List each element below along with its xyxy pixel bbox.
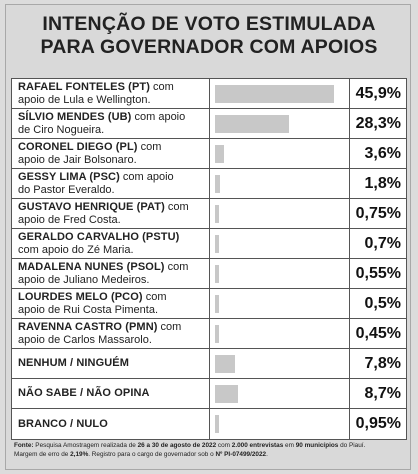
candidate-line-1 <box>18 201 209 214</box>
candidate-name: NÃO SABE / NÃO OPINA <box>18 387 150 400</box>
bar-cell <box>210 319 350 348</box>
table-row <box>12 199 406 229</box>
support-text-a: com <box>157 321 182 333</box>
value-label: 28,3% <box>355 114 401 132</box>
support-text-a: com apoio <box>119 171 174 183</box>
candidate-name: CORONEL DIEGO (PL) <box>18 141 138 153</box>
bar <box>215 205 219 223</box>
source-label: Fonte: <box>14 442 34 449</box>
support-text-b: apoio de Jair Bolsonaro. <box>18 153 137 166</box>
registry-end: . <box>266 450 268 458</box>
margin-text: Margem de erro de <box>14 450 71 458</box>
candidate-cell <box>12 109 210 138</box>
table-row <box>12 259 406 289</box>
bar <box>215 115 289 133</box>
source-interviews: 2.000 entrevistas <box>231 442 284 449</box>
margin-value: 2,19% <box>70 450 89 458</box>
candidate-cell <box>12 379 210 408</box>
candidate-line-1 <box>18 141 209 154</box>
candidate-cell <box>12 139 210 168</box>
candidate-name: MADALENA NUNES (PSOL) <box>18 261 165 273</box>
candidate-line-1 <box>18 387 150 400</box>
source-text-2: com <box>216 442 232 449</box>
table-row <box>12 139 406 169</box>
bar-cell <box>210 259 350 288</box>
source-dates: 26 a 30 de agosto de 2022 <box>137 442 217 449</box>
candidate-cell <box>12 289 210 318</box>
candidate-name: GUSTAVO HENRIQUE (PAT) <box>18 201 165 213</box>
bar <box>215 385 238 403</box>
bar <box>215 325 219 343</box>
registry-text: . Registro para o cargo de governador sob o <box>88 450 216 458</box>
support-text-b: apoio de Lula e Wellington. <box>18 93 151 106</box>
source-text-4: do Piauí. <box>338 442 366 449</box>
support-text-a: com <box>164 201 189 213</box>
support-text-b: apoio de Carlos Massarolo. <box>18 333 152 346</box>
table-row <box>12 79 406 109</box>
table-row <box>12 349 406 379</box>
value-label: 3,6% <box>364 144 401 162</box>
candidate-line-1 <box>18 81 209 94</box>
candidate-line-1 <box>18 357 129 370</box>
support-text-a: com <box>164 261 189 273</box>
bar <box>215 415 219 433</box>
source-note <box>14 442 408 459</box>
value-label: 7,8% <box>364 354 401 372</box>
bar-cell <box>210 109 350 138</box>
bar <box>215 85 334 103</box>
value-label: 0,7% <box>364 234 401 252</box>
table-row <box>12 109 406 139</box>
support-text-a: com <box>149 81 174 93</box>
table-row <box>12 289 406 319</box>
value-label: 0,45% <box>355 324 401 342</box>
candidate-cell <box>12 319 210 348</box>
candidate-cell <box>12 229 210 258</box>
candidate-line-1 <box>18 321 209 334</box>
bar <box>215 175 220 193</box>
candidate-cell <box>12 199 210 228</box>
title-line-1: INTENÇÃO DE VOTO ESTIMULADA <box>42 13 376 35</box>
source-text-3: em <box>283 442 296 449</box>
candidate-line-1 <box>18 231 209 244</box>
table-row <box>12 409 406 439</box>
support-text-b: de Ciro Nogueira. <box>18 123 105 136</box>
table-row <box>12 319 406 349</box>
support-text-b: apoio de Juliano Medeiros. <box>18 273 150 286</box>
candidate-cell <box>12 349 210 378</box>
candidate-name: SÍLVIO MENDES (UB) <box>18 111 132 123</box>
candidate-name: GERALDO CARVALHO (PSTU) <box>18 231 180 243</box>
value-label: 8,7% <box>364 384 401 402</box>
bar-cell <box>210 199 350 228</box>
support-text-b: apoio de Rui Costa Pimenta. <box>18 303 159 316</box>
value-label: 0,5% <box>364 294 401 312</box>
bar-cell <box>210 79 350 108</box>
bar-cell <box>210 379 350 408</box>
source-text-1: Pesquisa Amostragem realizada de <box>33 442 138 449</box>
candidate-cell <box>12 79 210 108</box>
candidate-line-1 <box>18 291 209 304</box>
candidate-name: BRANCO / NULO <box>18 417 108 430</box>
support-text-b: apoio de Fred Costa. <box>18 213 121 226</box>
support-text-b: com apoio do Zé Maria. <box>18 243 134 256</box>
candidate-name: NENHUM / NINGUÉM <box>18 357 129 370</box>
bar <box>215 295 219 313</box>
support-text-b: do Pastor Everaldo. <box>18 183 115 196</box>
support-text-a: com <box>142 291 167 303</box>
value-label: 0,55% <box>355 264 401 282</box>
bar <box>215 355 235 373</box>
title-line-2: PARA GOVERNADOR COM APOIOS <box>40 36 378 58</box>
source-municipalities: 90 municípios <box>295 442 339 449</box>
value-label: 0,95% <box>355 415 401 432</box>
candidate-name: RAFAEL FONTELES (PT) <box>18 81 150 93</box>
bar <box>215 235 219 253</box>
candidate-name: RAVENNA CASTRO (PMN) <box>18 321 158 333</box>
table-row <box>12 379 406 409</box>
bar <box>215 265 219 283</box>
value-label: 0,75% <box>355 204 401 222</box>
value-label: 1,8% <box>364 174 401 192</box>
candidate-cell <box>12 409 210 439</box>
bar <box>215 145 224 163</box>
bar-cell <box>210 349 350 378</box>
poll-table <box>11 78 407 440</box>
table-row <box>12 169 406 199</box>
candidate-line-1 <box>18 261 209 274</box>
bar-cell <box>210 289 350 318</box>
bar-cell <box>210 169 350 198</box>
source-line-1 <box>14 442 408 451</box>
candidate-cell <box>12 169 210 198</box>
registry-number: Nº PI-07499/2022 <box>215 450 267 458</box>
value-label: 45,9% <box>355 84 401 102</box>
table-row <box>12 229 406 259</box>
candidate-line-1 <box>18 111 209 124</box>
bar-cell <box>210 409 350 439</box>
candidate-cell <box>12 259 210 288</box>
source-line-2 <box>14 451 408 460</box>
bar-cell <box>210 229 350 258</box>
support-text-a: com apoio <box>131 111 186 123</box>
candidate-line-1 <box>18 418 108 431</box>
support-text-a: com <box>137 141 162 153</box>
candidate-line-1 <box>18 171 209 184</box>
candidate-name: GESSY LIMA (PSC) <box>18 171 120 183</box>
poll-card <box>5 4 411 470</box>
candidate-name: LOURDES MELO (PCO) <box>18 291 143 303</box>
bar-cell <box>210 139 350 168</box>
chart-title <box>6 13 412 59</box>
